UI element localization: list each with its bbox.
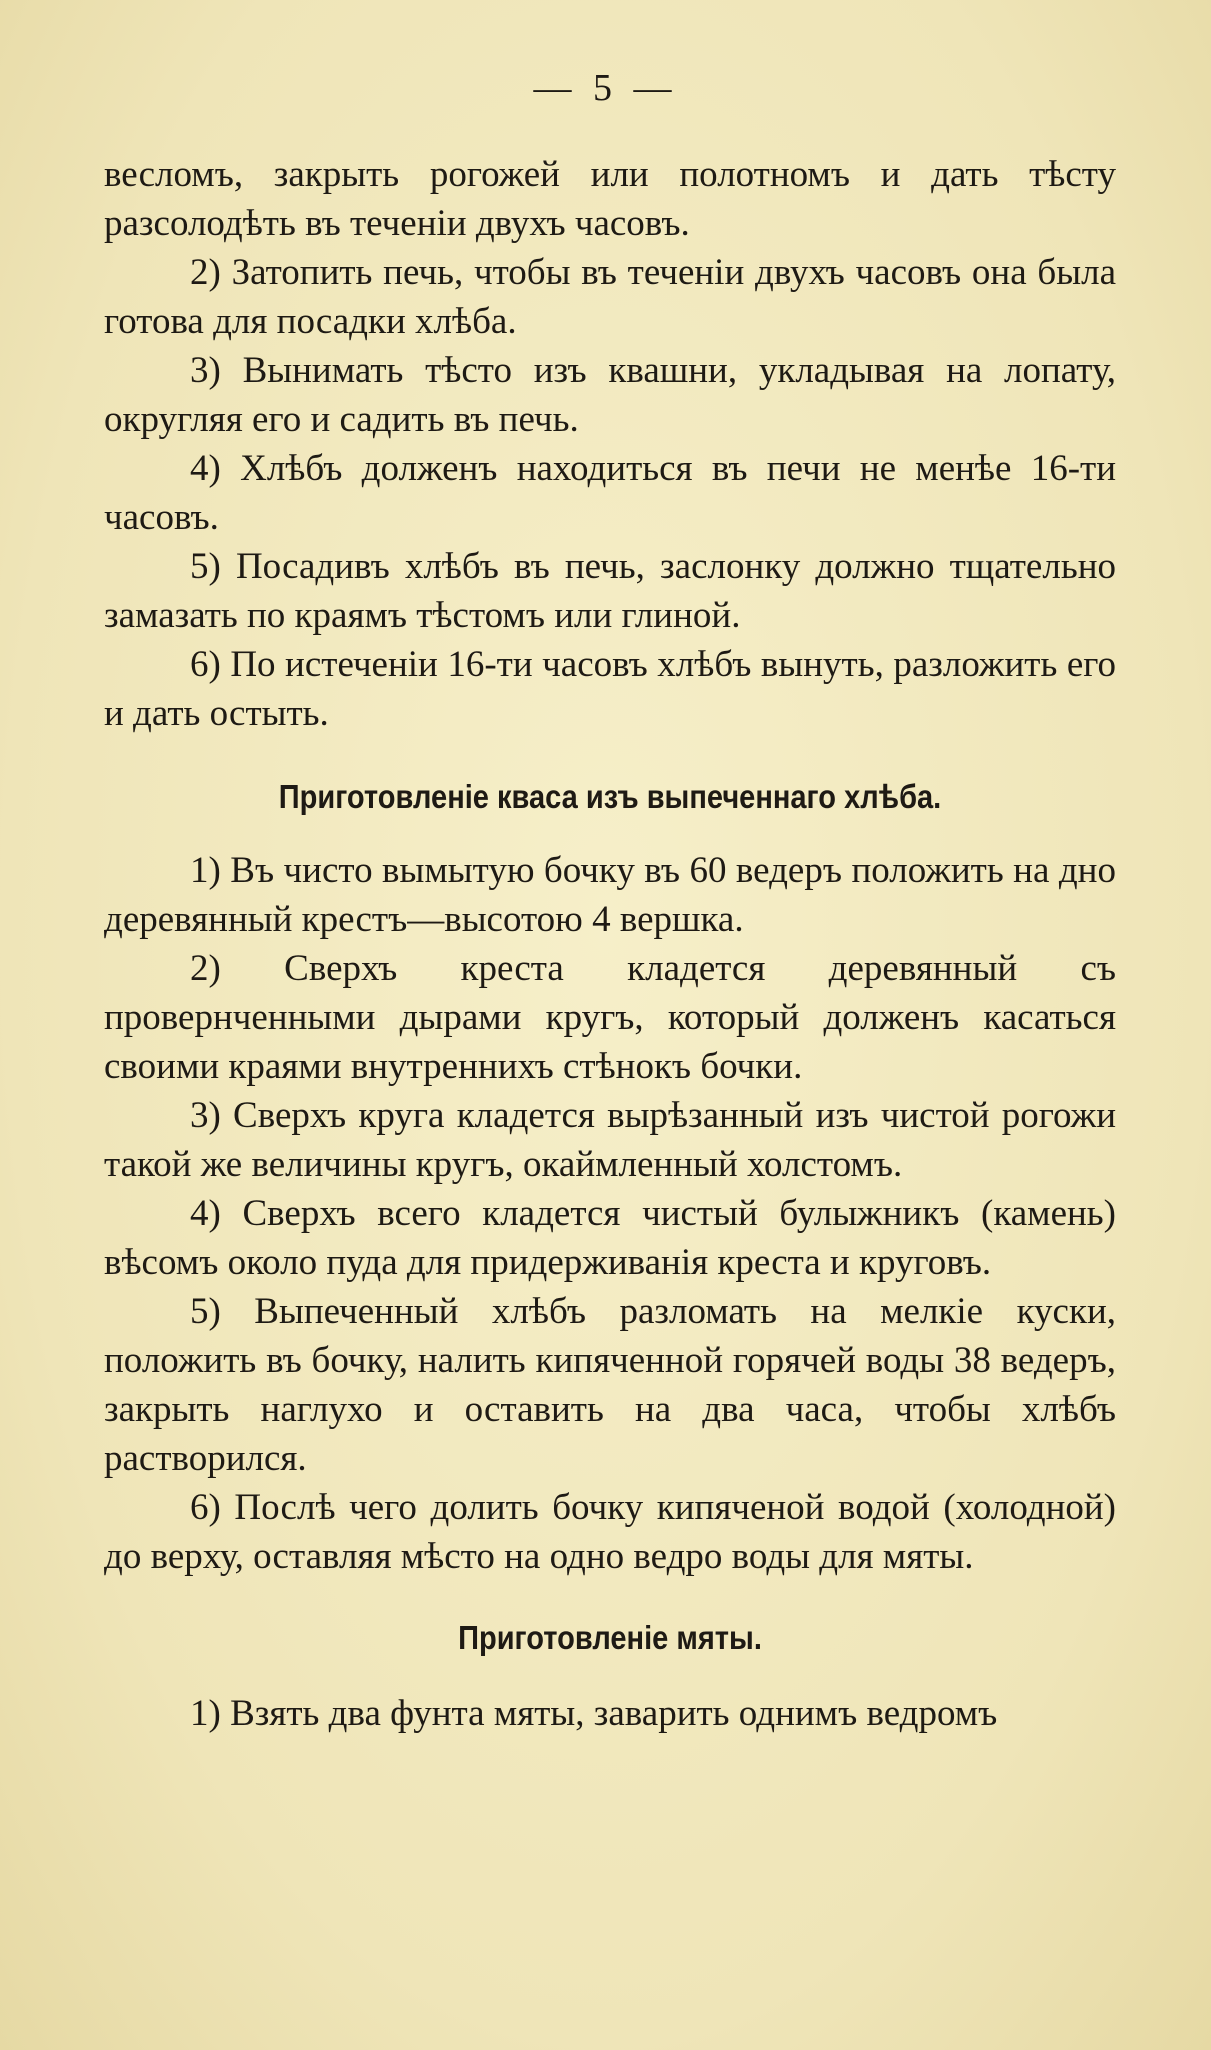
page-body <box>104 150 1116 1738</box>
section-heading-mint: Приготовленiе мяты. <box>458 1619 762 1656</box>
bread-step-4: 4) Хлѣбъ долженъ находиться въ печи не менѣе 16-ти часовъ. <box>104 448 1116 538</box>
mint-step-1: 1) Взять два фунта мяты, заварить однимъ ведромъ <box>190 1693 998 1734</box>
kvass-step-3: 3) Сверхъ круга кладется вырѣзанный изъ чистой рогожи такой же величины кругъ, окаймленный холстомъ. <box>104 1095 1116 1185</box>
bread-step-2: 2) Затопить печь, чтобы въ теченiи двухъ часовъ она была готова для посадки хлѣба. <box>104 252 1116 342</box>
kvass-step-1: 1) Въ чисто вымытую бочку въ 60 ведеръ положить на дно деревянный крестъ—высотою 4 вершка. <box>104 850 1116 940</box>
paragraph-continuation: весломъ, закрыть рогожей или полотномъ и дать тѣсту разсолодѣть въ теченiи двухъ часовъ. <box>104 154 1116 244</box>
kvass-step-2: 2) Сверхъ креста кладется деревянный съ провернченными дырами кругъ, который долженъ касаться своими краями внутреннихъ стѣнокъ бочки. <box>104 948 1116 1087</box>
bread-step-6: 6) По истеченiи 16-ти часовъ хлѣбъ вынуть, разложить его и дать остыть. <box>104 644 1116 734</box>
page-number: — 5 — <box>533 67 678 109</box>
bread-step-5: 5) Посадивъ хлѣбъ въ печь, заслонку должно тщательно замазать по краямъ тѣстомъ или глиной. <box>104 546 1116 636</box>
kvass-step-5: 5) Выпеченный хлѣбъ разломать на мелкiе куски, положить въ бочку, налить кипяченной горячей воды 38 ведеръ, закрыть наглухо и оставить на два часа, чтобы хлѣбъ растворился. <box>104 1291 1116 1479</box>
section-heading-kvass: Приготовленiе кваса изъ выпеченнаго хлѣба. <box>278 778 942 815</box>
bread-step-3: 3) Вынимать тѣсто изъ квашни, укладывая на лопату, округляя его и садить въ печь. <box>104 350 1116 440</box>
kvass-step-4: 4) Сверхъ всего кладется чистый булыжникъ (камень) вѣсомъ около пуда для придерживанiя креста и круговъ. <box>104 1193 1116 1283</box>
kvass-step-6: 6) Послѣ чего долить бочку кипяченой водой (холодной) до верху, оставляя мѣсто на одно ведро воды для мяты. <box>104 1487 1116 1577</box>
